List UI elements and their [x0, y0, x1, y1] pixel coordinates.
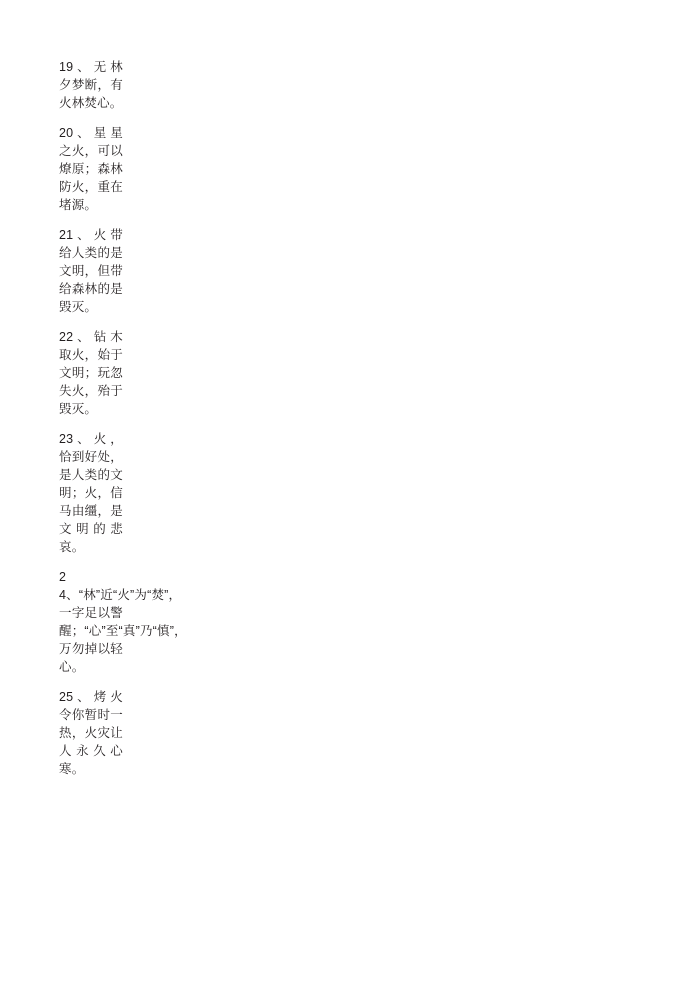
- paragraph: 22、钻木取火，始于文明；玩忽失火，殆于毁灭。: [59, 330, 123, 416]
- paragraph: 19、无林夕梦断，有火林焚心。: [59, 60, 123, 110]
- paragraph: 20、星星之火，可以燎原；森林防火，重在堵源。: [59, 126, 123, 212]
- paragraph: 24、“林”近“火”为“焚”，一字足以警醒；“心”至“真”乃“慎”，万勿掉以轻心。: [59, 570, 187, 674]
- paragraph: 23、火，恰到好处，是人类的文明；火，信马由缰，是文明的悲哀。: [59, 432, 123, 554]
- paragraph: 25、烤火令你暂时一热，火灾让人永久心寒。: [59, 690, 123, 776]
- paragraph: 21、火带给人类的是文明，但带给森林的是毁灭。: [59, 228, 123, 314]
- text-column: [59, 58, 187, 778]
